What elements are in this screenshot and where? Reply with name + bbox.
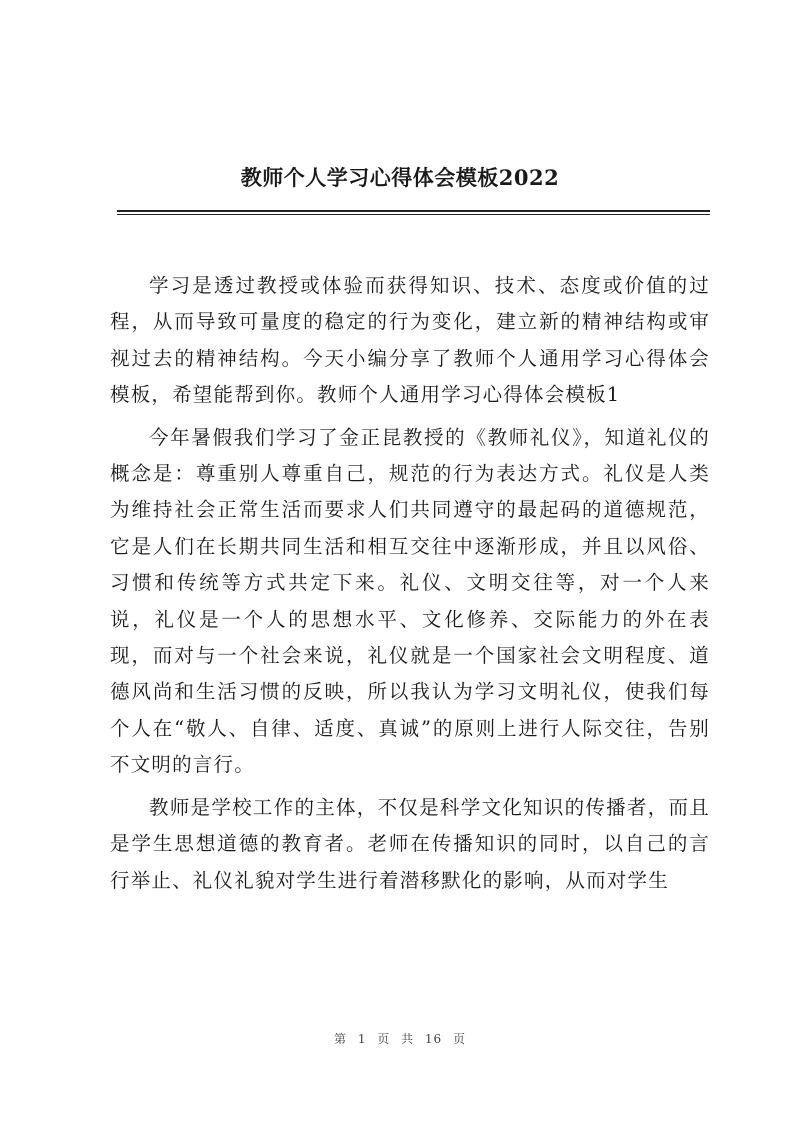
paragraph-2: 今年暑假我们学习了金正昆教授的《教师礼仪》，知道礼仪的概念是：尊重别人尊重自己，规范的行为表达方式。礼仪是人类为维持社会正常生活而要求人们共同遵守的最起码的道德规范，它是人们在长期共同生活和相互交往中逐渐形成，并且以风俗、习惯和传统等方式共定下来。礼仪、文明交往等，对一个人来说，礼仪是一个人的思想水平、文化修养、交际能力的外在表现，而对与一个社会来说，礼仪就是一个国家社会文明程度、道德风尚和生活习惯的反映，所以我认为学习文明礼仪，使我们每个人在“敬人、自律、适度、真诚”的原则上进行人际交往，告别不文明的言行。 xyxy=(110,425,710,777)
document-body xyxy=(110,268,710,905)
title-divider-thin xyxy=(117,214,710,215)
document-title: 教师个人学习心得体会模板2022 xyxy=(240,165,560,190)
title-divider-thick xyxy=(117,210,710,212)
paragraph-3: 教师是学校工作的主体，不仅是科学文化知识的传播者，而且是学生思想道德的教育者。老师在传播知识的同时，以自己的言行举止、礼仪礼貌对学生进行着潜移默化的影响，从而对学生 xyxy=(110,795,710,892)
page-number-footer: 第 1 页 共 16 页 xyxy=(334,1032,466,1046)
paragraph-1: 学习是透过教授或体验而获得知识、技术、态度或价值的过程，从而导致可量度的稳定的行为变化，建立新的精神结构或审视过去的精神结构。今天小编分享了教师个人通用学习心得体会模板，希望能帮到你。教师个人通用学习心得体会模板1 xyxy=(110,274,710,407)
